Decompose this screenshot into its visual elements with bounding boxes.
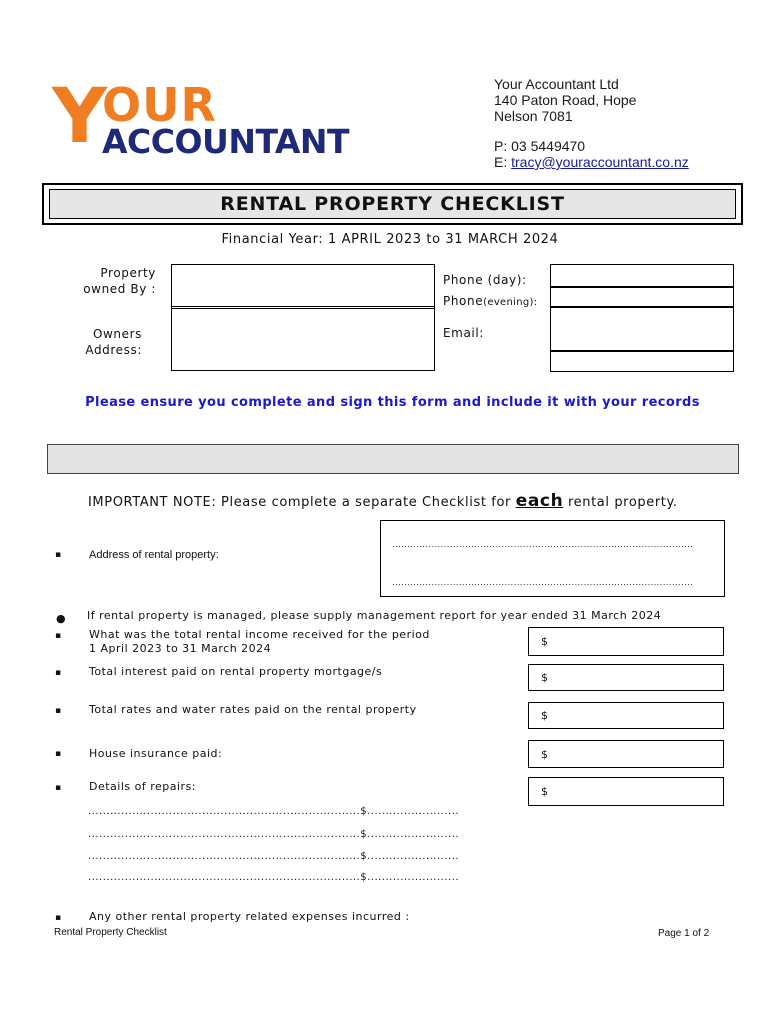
owners-address-line1: Owners <box>92 327 142 341</box>
owners-address-field[interactable] <box>171 306 435 371</box>
phone-day-label: Phone (day): <box>443 273 527 287</box>
insurance-currency: $ <box>541 747 548 761</box>
rental-address-dots-2: ................................................................................................... <box>392 578 694 587</box>
bullet-other: ▪ <box>55 913 62 923</box>
rental-income-question <box>89 628 430 656</box>
email-field-extra[interactable] <box>550 350 734 372</box>
repair-line-1: ..........................................................................$......................... <box>88 806 460 817</box>
company-logo <box>52 71 372 161</box>
rental-income-currency: $ <box>541 635 548 648</box>
important-note-each: each <box>515 491 564 511</box>
phone-evening-sub: (evening): <box>483 297 538 308</box>
owners-address-label <box>66 326 142 358</box>
logo-word-our: OUR <box>102 78 217 132</box>
rental-address-label: Address of rental property: <box>89 549 219 561</box>
company-email-row <box>494 154 754 170</box>
phone-day-field[interactable] <box>550 264 734 288</box>
repair-line-2: ..........................................................................$......................... <box>88 829 460 840</box>
company-street: 140 Paton Road, Hope <box>494 92 637 108</box>
title-frame <box>42 183 743 225</box>
email-field[interactable] <box>550 306 734 352</box>
repairs-field[interactable] <box>528 777 724 806</box>
rates-question: Total rates and water rates paid on the rental property <box>89 703 417 716</box>
insurance-question: House insurance paid: <box>89 747 223 760</box>
company-phone: P: 03 5449470 <box>494 138 586 154</box>
important-note <box>88 491 678 511</box>
repairs-currency: $ <box>541 785 548 798</box>
bullet-interest: ▪ <box>55 668 62 678</box>
property-owned-by-line1: Property <box>100 266 156 280</box>
company-name: Your Accountant Ltd <box>494 76 619 92</box>
footer-page-number: Page 1 of 2 <box>658 928 710 939</box>
company-email-prefix: E: <box>494 154 512 170</box>
email-label: Email: <box>443 326 484 340</box>
instruction-text: Please ensure you complete and sign this form and include it with your records <box>85 395 700 410</box>
repair-line-3: ..........................................................................$......................... <box>88 851 460 862</box>
financial-year: Financial Year: 1 APRIL 2023 to 31 MARCH 2024 <box>221 232 559 247</box>
rental-income-line2: 1 April 2023 to 31 March 2024 <box>89 642 272 655</box>
bullet-repairs: ▪ <box>55 783 62 793</box>
interest-question: Total interest paid on rental property mortgage/s <box>89 665 383 678</box>
rental-address-dots-1: ................................................................................................... <box>392 540 694 549</box>
important-note-suffix: rental property. <box>563 495 678 510</box>
section-divider-bar <box>47 444 739 474</box>
interest-currency: $ <box>541 671 548 684</box>
bullet-income: ▪ <box>55 631 62 641</box>
bullet-managed: ● <box>56 612 66 625</box>
property-owned-by-label <box>66 265 156 297</box>
company-details <box>494 76 754 170</box>
footer-left: Rental Property Checklist <box>54 927 167 938</box>
interest-field[interactable] <box>528 664 724 691</box>
important-note-prefix: IMPORTANT NOTE: Please complete a separate Checklist for <box>88 495 516 510</box>
repairs-question: Details of repairs: <box>89 780 197 793</box>
managed-note: If rental property is managed, please supply management report for year ended 31 March 2024 <box>87 609 662 622</box>
insurance-field[interactable] <box>528 740 724 768</box>
rental-income-field[interactable] <box>528 627 724 656</box>
logo-letter-y: Y <box>52 71 108 160</box>
phone-evening-field[interactable] <box>550 286 734 308</box>
phone-evening-label <box>443 294 537 308</box>
rental-income-line1: What was the total rental income received for the period <box>89 628 430 641</box>
bullet-address: ▪ <box>55 550 62 560</box>
property-owned-by-line2: owned By : <box>83 282 156 296</box>
company-email-link[interactable]: tracy@youraccountant.co.nz <box>511 154 689 170</box>
owners-address-line2: Address: <box>85 343 142 357</box>
repair-line-4: ..........................................................................$......................... <box>88 872 460 883</box>
rates-field[interactable] <box>528 702 724 729</box>
other-expenses-question: Any other rental property related expenses incurred : <box>89 910 410 923</box>
rates-currency: $ <box>541 709 548 722</box>
page-title: RENTAL PROPERTY CHECKLIST <box>220 193 565 215</box>
phone-evening-main: Phone <box>443 294 484 308</box>
logo-word-accountant: ACCOUNTANT <box>102 122 350 161</box>
company-city: Nelson 7081 <box>494 108 573 124</box>
bullet-insurance: ▪ <box>55 749 62 759</box>
bullet-rates: ▪ <box>55 706 62 716</box>
property-owned-by-field[interactable] <box>171 264 435 309</box>
